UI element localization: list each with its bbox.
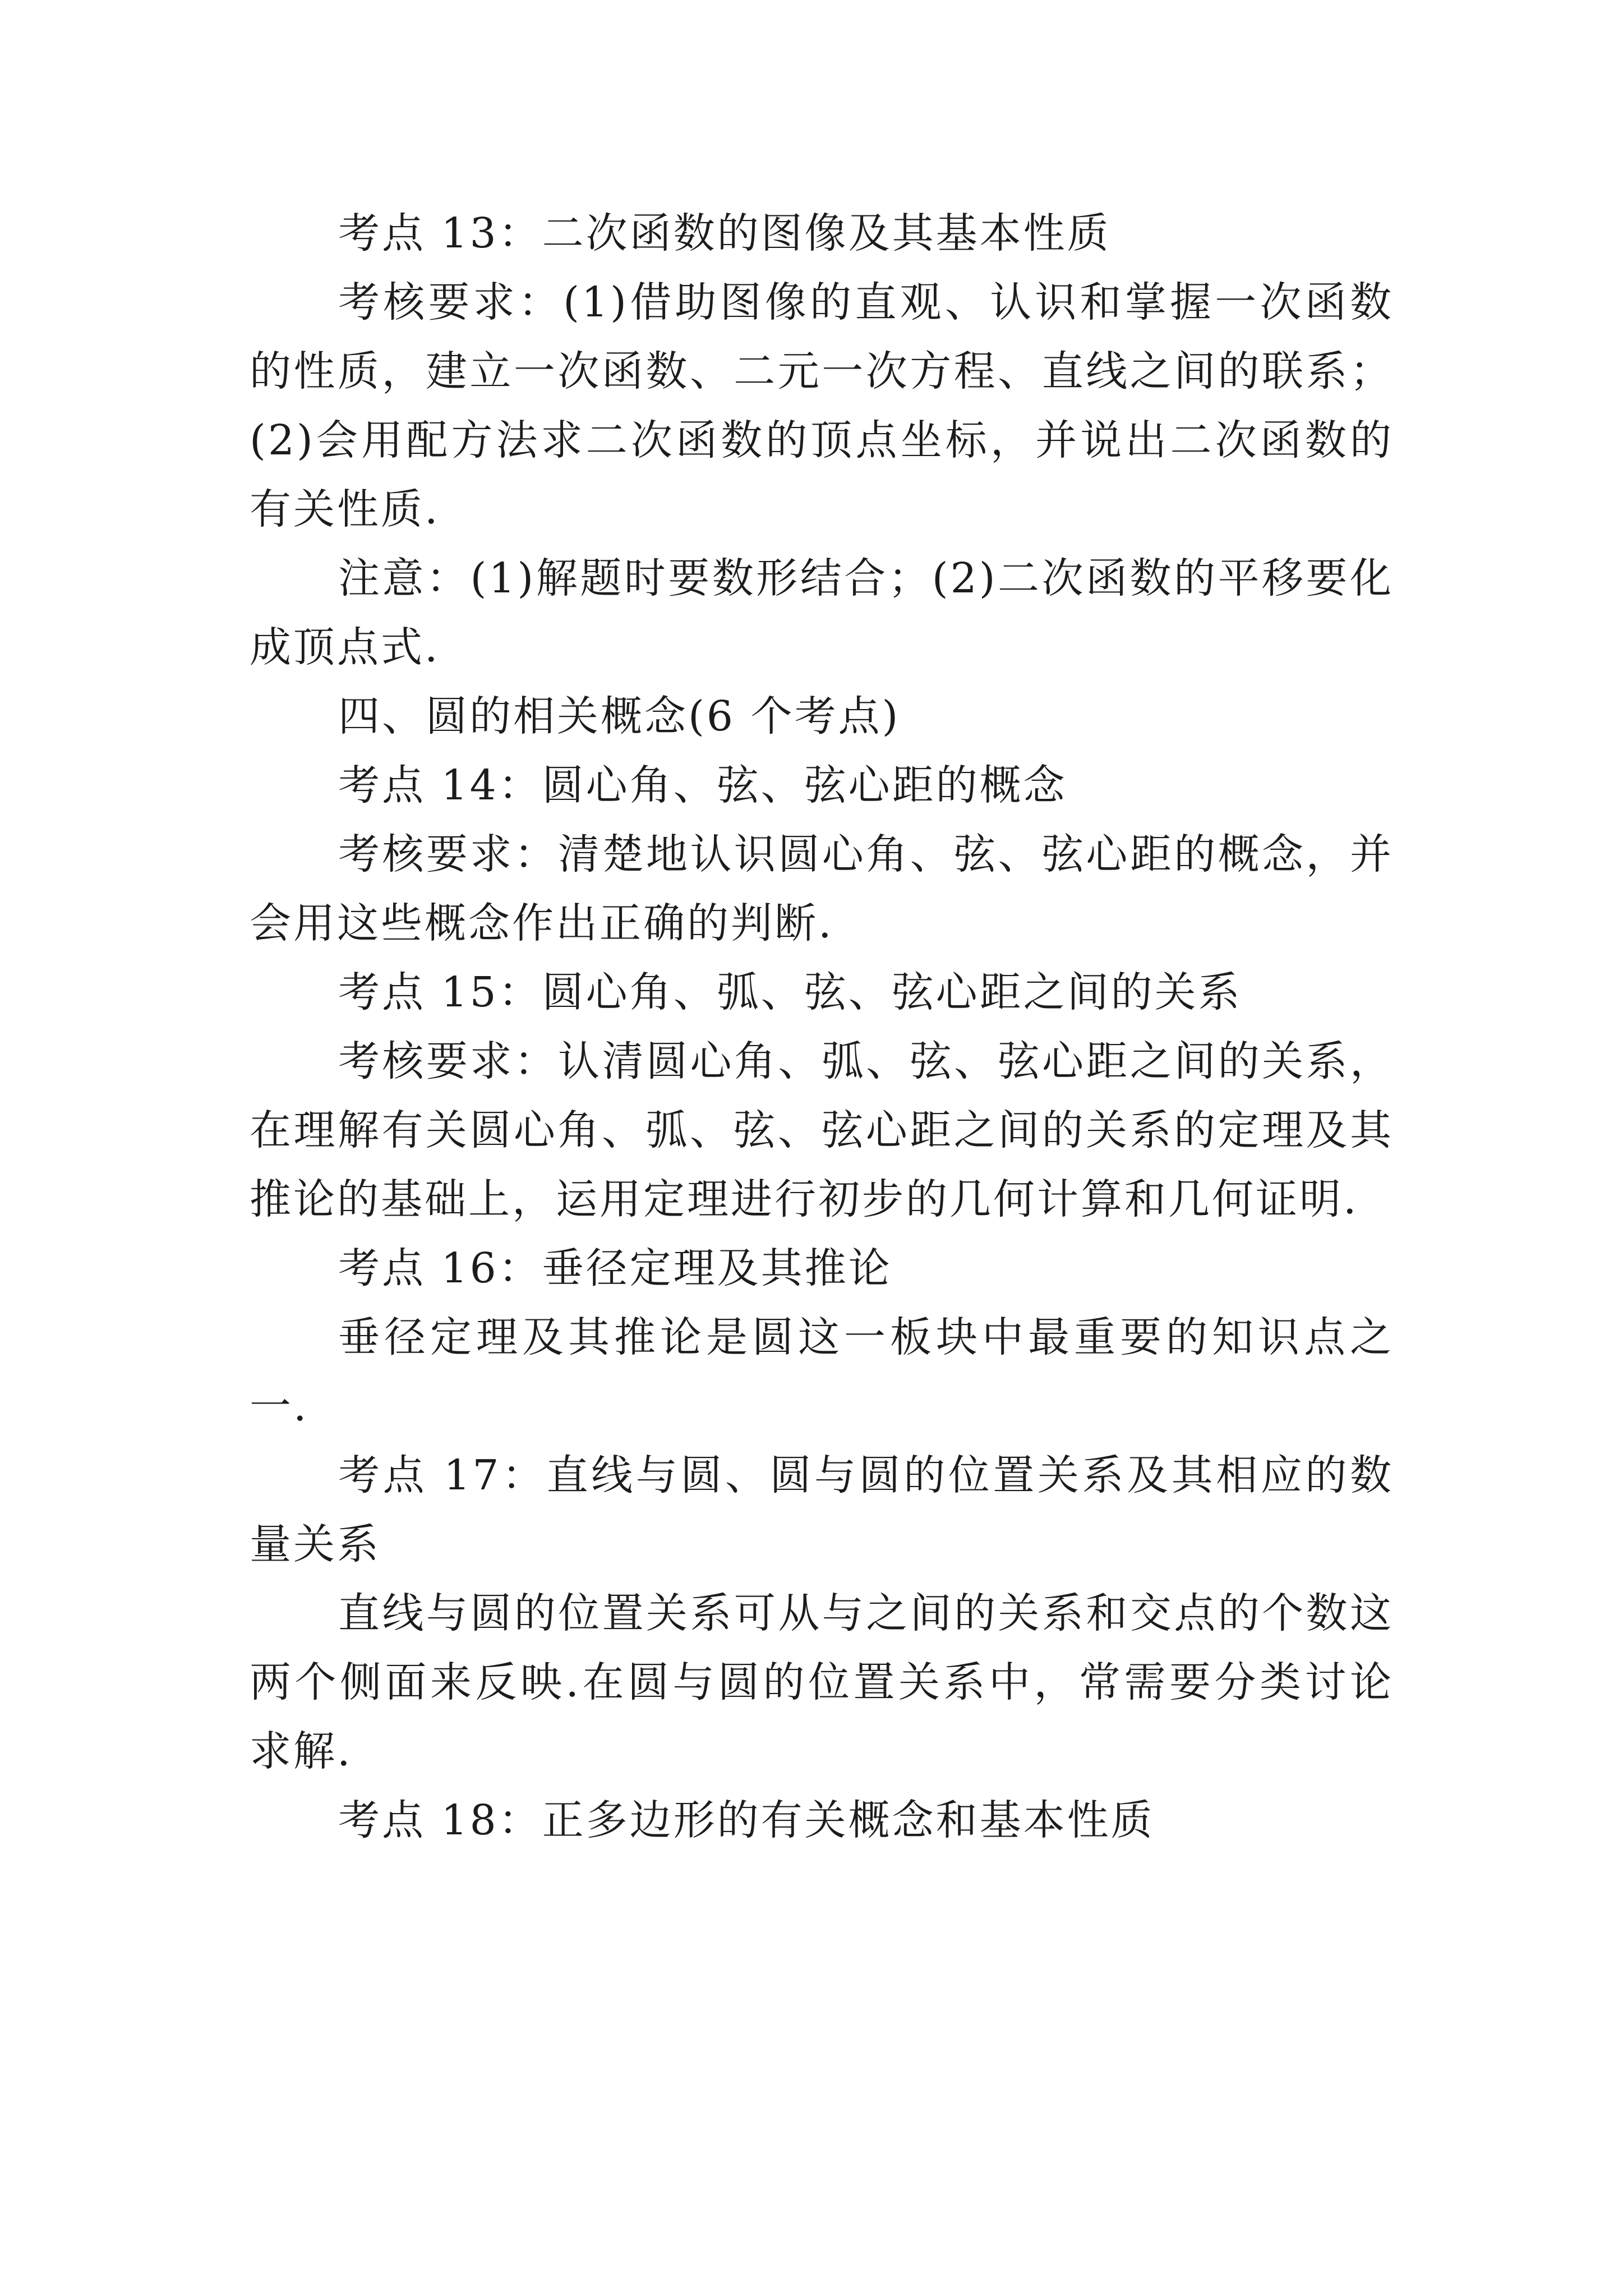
heading-kaodian-16: 考点 16：垂径定理及其推论 (338, 1244, 892, 1292)
paragraph-requirements-15: 考核要求：认清圆心角、弧、弦、弦心距之间的关系，在理解有关圆心角、弧、弦、弦心距之间的关系的定理及其推论的基础上，运用定理进行初步的几何计算和几何证明. (250, 1037, 1394, 1223)
heading-kaodian-14: 考点 14：圆心角、弦、弦心距的概念 (338, 761, 1067, 809)
heading-kaodian-13: 考点 13：二次函数的图像及其基本性质 (338, 209, 1111, 257)
paragraph-note-13: 注意：(1)解题时要数形结合；(2)二次函数的平移要化成顶点式. (250, 554, 1394, 671)
section-heading-circle: 四、圆的相关概念(6 个考点) (338, 692, 901, 740)
paragraph-requirements-14: 考核要求：清楚地认识圆心角、弦、弦心距的概念，并会用这些概念作出正确的判断. (250, 830, 1394, 947)
heading-kaodian-17: 考点 17：直线与圆、圆与圆的位置关系及其相应的数量关系 (250, 1451, 1394, 1568)
document-body (250, 199, 1394, 1855)
heading-kaodian-18: 考点 18：正多边形的有关概念和基本性质 (338, 1796, 1155, 1844)
paragraph-body-16: 垂径定理及其推论是圆这一板块中最重要的知识点之一. (250, 1313, 1394, 1430)
paragraph-body-17: 直线与圆的位置关系可从与之间的关系和交点的个数这两个侧面来反映.在圆与圆的位置关系中，常需要分类讨论求解. (250, 1589, 1394, 1775)
heading-kaodian-15: 考点 15：圆心角、弧、弦、弦心距之间的关系 (338, 968, 1242, 1016)
paragraph-requirements-13: 考核要求：(1)借助图像的直观、认识和掌握一次函数的性质，建立一次函数、二元一次方程、直线之间的联系；(2)会用配方法求二次函数的顶点坐标，并说出二次函数的有关性质. (250, 278, 1394, 533)
